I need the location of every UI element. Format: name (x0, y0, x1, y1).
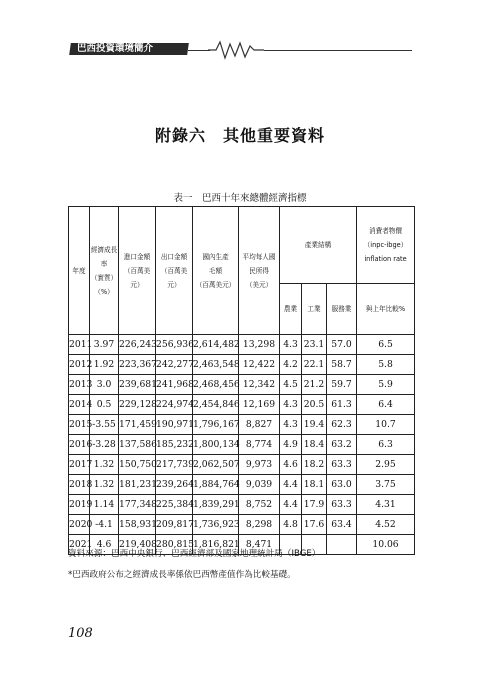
table-cell: 1.14 (90, 495, 119, 515)
table-cell: -4.1 (90, 515, 119, 535)
table-row (69, 495, 415, 515)
header-cpi-change: 與上年比較% (357, 284, 415, 335)
table-cell: 4.9 (280, 435, 302, 455)
table-cell: 8,471 (239, 535, 280, 555)
table-cell: 2016 (69, 435, 90, 455)
table-row (69, 335, 415, 355)
table-cell: 4.3 (280, 395, 302, 415)
table-cell: 5.8 (357, 355, 415, 375)
table-cell: 4.3 (280, 335, 302, 355)
table-cell: 6.5 (357, 335, 415, 355)
page-number: 108 (68, 626, 93, 641)
table-cell: 63.3 (327, 455, 357, 475)
table-cell: 1,839,291 (193, 495, 239, 515)
header-per-capita: 平均每人國 民所得 （美元） (239, 207, 280, 335)
table-cell: 2019 (69, 495, 90, 515)
table-cell: 2017 (69, 455, 90, 475)
table-row (69, 435, 415, 455)
table-cell: 242,277 (156, 355, 193, 375)
table-cell: 280,815 (156, 535, 193, 555)
table-cell: 59.7 (327, 375, 357, 395)
table-cell: 2018 (69, 475, 90, 495)
table-cell: 1,796,167 (193, 415, 239, 435)
source-note: 資料來源：巴西中央銀行、巴西經濟部及國家地理統計局（IBGE） (68, 549, 321, 559)
table-cell: 1.32 (90, 475, 119, 495)
table-cell: 2.95 (357, 455, 415, 475)
table-cell: 4.4 (280, 475, 302, 495)
table-cell: 1.92 (90, 355, 119, 375)
table-cell: 19.4 (302, 415, 327, 435)
table-cell: 2,463,548 (193, 355, 239, 375)
table-cell: 150,750 (119, 455, 156, 475)
table-cell: 23.1 (302, 335, 327, 355)
table-cell: -3.55 (90, 415, 119, 435)
table-cell: 12,422 (239, 355, 280, 375)
table-cell: 0.5 (90, 395, 119, 415)
table-cell: 13,298 (239, 335, 280, 355)
table-cell: 8,298 (239, 515, 280, 535)
header-imports: 進口金額 （百萬美元） (119, 207, 156, 335)
table-cell: 10.7 (357, 415, 415, 435)
table-cell: 1,816,821 (193, 535, 239, 555)
table-cell: 8,752 (239, 495, 280, 515)
table-cell: 217,739 (156, 455, 193, 475)
table-cell: 2,614,482 (193, 335, 239, 355)
table-cell: 2012 (69, 355, 90, 375)
table-cell: 62.3 (327, 415, 357, 435)
header-manufacturing: 工業 (302, 284, 327, 335)
table-cell: 181,231 (119, 475, 156, 495)
table-cell: 6.4 (357, 395, 415, 415)
table-cell: 9,039 (239, 475, 280, 495)
table-cell: 4.6 (280, 455, 302, 475)
table-cell: 3.75 (357, 475, 415, 495)
table-cell: 8,827 (239, 415, 280, 435)
table-cell: 4.52 (357, 515, 415, 535)
table-cell: 3.0 (90, 375, 119, 395)
table-cell: 241,968 (156, 375, 193, 395)
table-cell: 2011 (69, 335, 90, 355)
table-cell: 1,800,134 (193, 435, 239, 455)
header-services: 服務業 (327, 284, 357, 335)
table-cell: 12,169 (239, 395, 280, 415)
table-cell: 17.9 (302, 495, 327, 515)
table-cell: 2013 (69, 375, 90, 395)
table-cell: 4.2 (280, 355, 302, 375)
table-cell: 223,367 (119, 355, 156, 375)
table-cell: 5.9 (357, 375, 415, 395)
table-cell: 158,931 (119, 515, 156, 535)
table-row (69, 515, 415, 535)
header-section-tab (69, 43, 189, 55)
table-cell: 137,586 (119, 435, 156, 455)
table-cell: 4.5 (280, 375, 302, 395)
table-title: 表一 巴西十年來總體經濟指標 (173, 193, 307, 204)
table-row (69, 355, 415, 375)
header-rule-right (264, 50, 412, 51)
header-agriculture: 農業 (280, 284, 302, 335)
table-cell: 256,936 (156, 335, 193, 355)
table-cell: 57.0 (327, 335, 357, 355)
table-cell (327, 535, 357, 555)
table-cell: 18.2 (302, 455, 327, 475)
table-cell: 2015 (69, 415, 90, 435)
table-cell: 4.8 (280, 515, 302, 535)
appendix-title: 附錄六 其他重要資料 (154, 126, 325, 145)
table-cell: 20.5 (302, 395, 327, 415)
table-cell: 1,884,764 (193, 475, 239, 495)
table-cell: 177,348 (119, 495, 156, 515)
table-cell: 4.6 (90, 535, 119, 555)
table-cell: 63.0 (327, 475, 357, 495)
table-cell: 63.3 (327, 495, 357, 515)
table-cell: 1,736,923 (193, 515, 239, 535)
table-cell: 8,774 (239, 435, 280, 455)
footnote: *巴西政府公布之經濟成長率係依巴西幣產值作為比較基礎。 (68, 570, 296, 580)
table-cell: 3.97 (90, 335, 119, 355)
economic-indicators-table (68, 206, 415, 555)
table-cell: 239,264 (156, 475, 193, 495)
table-cell: 209,817 (156, 515, 193, 535)
table-cell: 18.4 (302, 435, 327, 455)
table-cell: 171,459 (119, 415, 156, 435)
table-row (69, 395, 415, 415)
table-cell: 12,342 (239, 375, 280, 395)
table-cell: 10.06 (357, 535, 415, 555)
table-cell: 6.3 (357, 435, 415, 455)
table-cell: 2014 (69, 395, 90, 415)
table-cell: 9,973 (239, 455, 280, 475)
table-cell: 225,384 (156, 495, 193, 515)
header-rule-left (188, 50, 210, 51)
header-year: 年度 (69, 207, 90, 335)
header-wave-ornament (208, 40, 264, 62)
table-cell: 226,243 (119, 335, 156, 355)
table-cell: 58.7 (327, 355, 357, 375)
table-cell: 185,232 (156, 435, 193, 455)
header-industry-structure: 產業結構 (280, 207, 357, 284)
table-cell: 4.4 (280, 495, 302, 515)
table-cell: -3.28 (90, 435, 119, 455)
table-row (69, 375, 415, 395)
table-cell: 61.3 (327, 395, 357, 415)
table-cell: 22.1 (302, 355, 327, 375)
table-cell: 224,974 (156, 395, 193, 415)
table-cell: 2,468,456 (193, 375, 239, 395)
table-cell: 1.32 (90, 455, 119, 475)
table-cell: 219,408 (119, 535, 156, 555)
header-cpi: 消費者物價 （inpc-ibge） inflation rate (357, 207, 415, 284)
table-cell: 229,128 (119, 395, 156, 415)
table-row (69, 455, 415, 475)
table-cell: 4.31 (357, 495, 415, 515)
table-row (69, 475, 415, 495)
header-gdp: 國內生產 毛額 （百萬美元） (193, 207, 239, 335)
header-gdp-growth: 經濟成長 率 （實質） （%） (90, 207, 119, 335)
table-cell: 21.2 (302, 375, 327, 395)
table-cell: 2,454,846 (193, 395, 239, 415)
table-cell: 17.6 (302, 515, 327, 535)
table-cell: 2020 (69, 515, 90, 535)
table-cell: 63.4 (327, 515, 357, 535)
header-label: 巴西投資環境簡介 (77, 43, 154, 54)
header-exports: 出口金額 （百萬美元） (156, 207, 193, 335)
table-cell: 18.1 (302, 475, 327, 495)
table-cell: 4.3 (280, 415, 302, 435)
table-cell: 190,971 (156, 415, 193, 435)
table-cell: 63.2 (327, 435, 357, 455)
table-cell: 2,062,507 (193, 455, 239, 475)
table-cell: 239,681 (119, 375, 156, 395)
table-cell: 2021 (69, 535, 90, 555)
table-row (69, 415, 415, 435)
